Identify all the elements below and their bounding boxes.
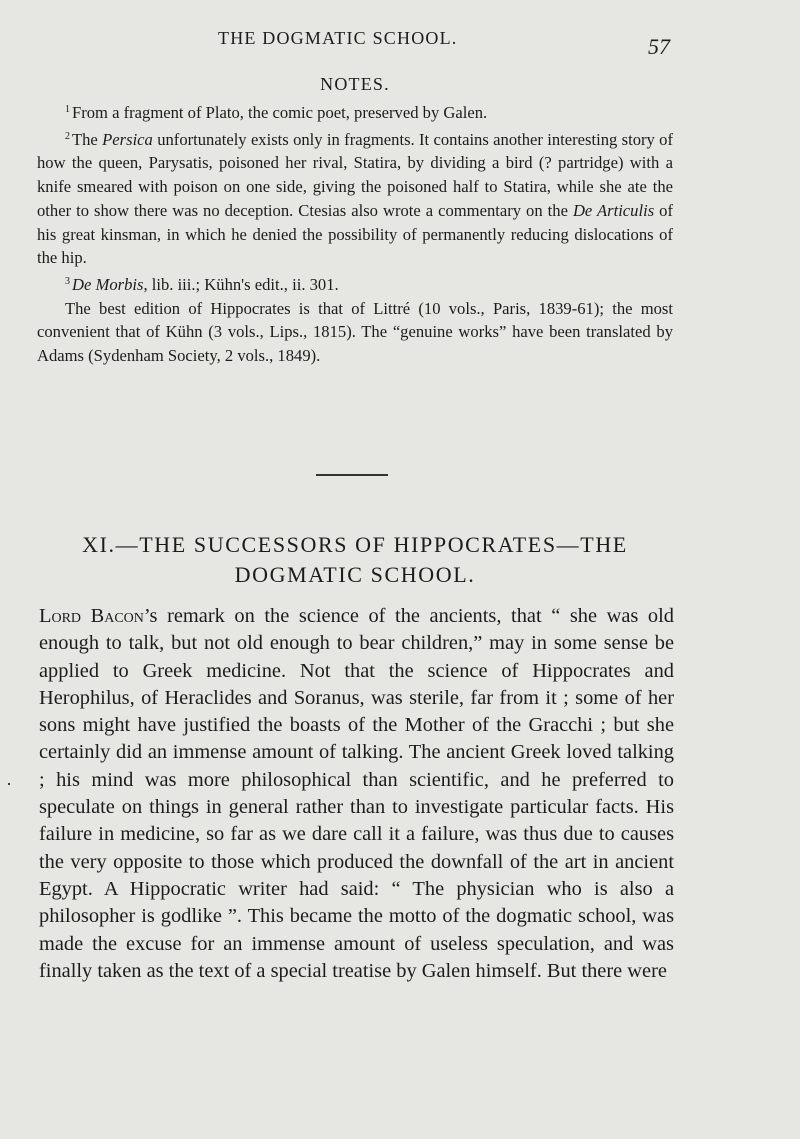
note-marker: 3 (65, 275, 70, 287)
note-text: The (72, 129, 103, 149)
note-1 (37, 98, 673, 125)
note-title-persica: Persica (102, 129, 153, 149)
note-text: unfortunately exists only in fragments. It contains another interesting story of how the queen, Parysatis, poisoned her rival, Statira, by dividing a bird (? partridge) with a knife smeared with poison on one side, giving the poisoned half to Statira, while she ate the other to show there was no deception. Ctesias also wrote a commentary on the (37, 129, 674, 220)
lead-words: Lord Bacon (39, 605, 144, 627)
note-marker: 2 (65, 130, 70, 142)
note-title-de-morbis: De Morbis (72, 274, 144, 294)
note-title-de-articulis: De Articulis (572, 200, 655, 220)
note-marker: 1 (65, 104, 70, 115)
notes-section (37, 72, 673, 368)
body-paragraph: ’s remark on the science of the ancients, that “ she was old enough to talk, but not old enough to bear children,” may in some sense be applied to Greek medicine. Not that the science of Hippocrates and Herophilus, of Heraclides and Soranus, was sterile, far from it ; some of her sons might have justified the boasts of the Mother of the Gracchi ; but she certainly did an immense amount of talking. The ancient Greek loved talking ; his mind was more philosophical than scientific, and he preferred to speculate on things in general rather than to investigate particular facts. His failure in medicine, so far as we dare call it a failure, was thus due to causes the very opposite to those which produced the downfall of the art in ancient Egypt. A Hippocratic writer had said: “ The physician who is also a philosopher is godlike ”. This became the motto of the dogmatic school, was made the excuse for an immense amount of useless speculation, and was finally taken as the text of a special treatise by Galen himself. But there were (39, 605, 674, 982)
notes-heading: NOTES. (320, 74, 390, 94)
note-editions (37, 297, 673, 368)
note-text: The best edition of Hippocrates is that of Littré (10 vols., Paris, 1839-61); the most convenient that of Kühn (3 vols., Lips., 1815). The “genuine works” have been translated by Adams (Sydenham Society, 2 vols., 1849). (37, 298, 673, 366)
note-text: , lib. iii.; Kühn's edit., ii. 301. (143, 274, 339, 294)
section-divider (316, 474, 388, 476)
note-3 (37, 270, 673, 297)
margin-mark: · (6, 774, 12, 794)
running-head (0, 28, 800, 59)
chapter-heading-line-1: XI.—THE SUCCESSORS OF HIPPOCRATES—THE (82, 532, 628, 557)
chapter-heading-line-2: DOGMATIC SCHOOL. (234, 562, 476, 587)
note-2 (37, 125, 673, 270)
chapter-heading (37, 530, 673, 590)
note-text: of his great kinsman, in which he denied the possibility of permanently reducing dislocations of the hip. (37, 200, 673, 268)
note-text: From a fragment of Plato, the comic poet, preserved by Galen. (72, 103, 488, 122)
chapter-body (39, 603, 674, 985)
running-title: THE DOGMATIC SCHOOL. (218, 28, 458, 48)
page-number: 57 (648, 34, 670, 59)
